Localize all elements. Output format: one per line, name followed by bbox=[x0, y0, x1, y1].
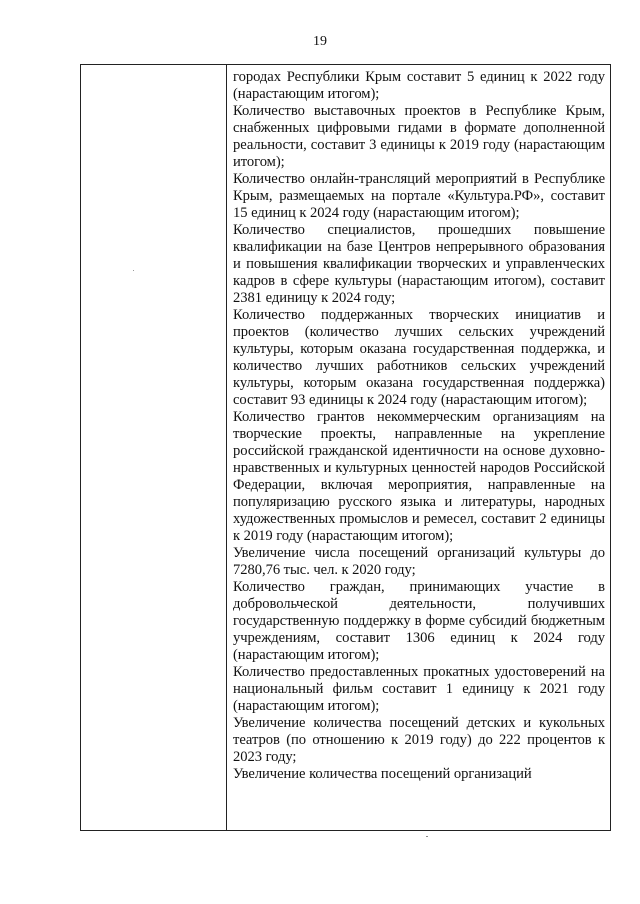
scan-mark bbox=[426, 836, 428, 837]
paragraph-6: Количество грантов некоммерческим организациям на творческие проекты, направленные на укрепление российской гражданской идентичности на основе духовно-нравственных и культурных ценностей народов Российской Федерации, включая мероприятия, направленные на популяризацию русского языка и литературы, народных художественных промыслов и ремесел, составит 2 единицы к 2019 году (нарастающим итогом); bbox=[233, 409, 605, 544]
paragraph-4: Количество специалистов, прошедших повышение квалификации на базе Центров непрерывного образования и повышения квалификации творческих и управленческих кадров в сфере культуры (нарастающим итогом), составит 2381 единицу к 2024 году; bbox=[233, 222, 605, 306]
paragraph-7: Увеличение числа посещений организаций культуры до 7280,76 тыс. чел. к 2020 году; bbox=[233, 545, 605, 578]
paragraph-2: Количество выставочных проектов в Республике Крым, снабженных цифровыми гидами в формате дополненной реальности, составит 3 единицы к 2019 году (нарастающим итогом); bbox=[233, 103, 605, 170]
content-table bbox=[80, 64, 611, 831]
scan-speck bbox=[133, 270, 134, 271]
paragraph-11: Увеличение количества посещений организаций bbox=[233, 766, 532, 782]
table-right-column bbox=[227, 65, 610, 830]
table-left-column bbox=[81, 65, 227, 830]
paragraph-8: Количество граждан, принимающих участие в добровольческой деятельности, получивших государственную поддержку в форме субсидий бюджетным учреждениям, составит 1306 единиц к 2024 году (нарастающим итогом); bbox=[233, 579, 605, 663]
page-number: 19 bbox=[313, 34, 327, 49]
paragraph-3: Количество онлайн-трансляций мероприятий в Республике Крым, размещаемых на портале «Культура.РФ», составит 15 единиц к 2024 году (нарастающим итогом); bbox=[233, 171, 605, 221]
paragraph-10: Увеличение количества посещений детских и кукольных театров (по отношению к 2019 году) до 222 процентов к 2023 году; bbox=[233, 715, 605, 765]
paragraph-5: Количество поддержанных творческих инициатив и проектов (количество лучших сельских учреждений культуры, которым оказана государственная поддержка, и количество лучших работников сельских учреждений культуры, которым оказана государственная поддержка) составит 93 единицы к 2024 году (нарастающим итогом); bbox=[233, 307, 605, 408]
paragraph-9: Количество предоставленных прокатных удостоверений на национальный фильм составит 1 единицу к 2021 году (нарастающим итогом); bbox=[233, 664, 605, 714]
paragraph-1: городах Республики Крым составит 5 единиц к 2022 году (нарастающим итогом); bbox=[233, 69, 605, 102]
